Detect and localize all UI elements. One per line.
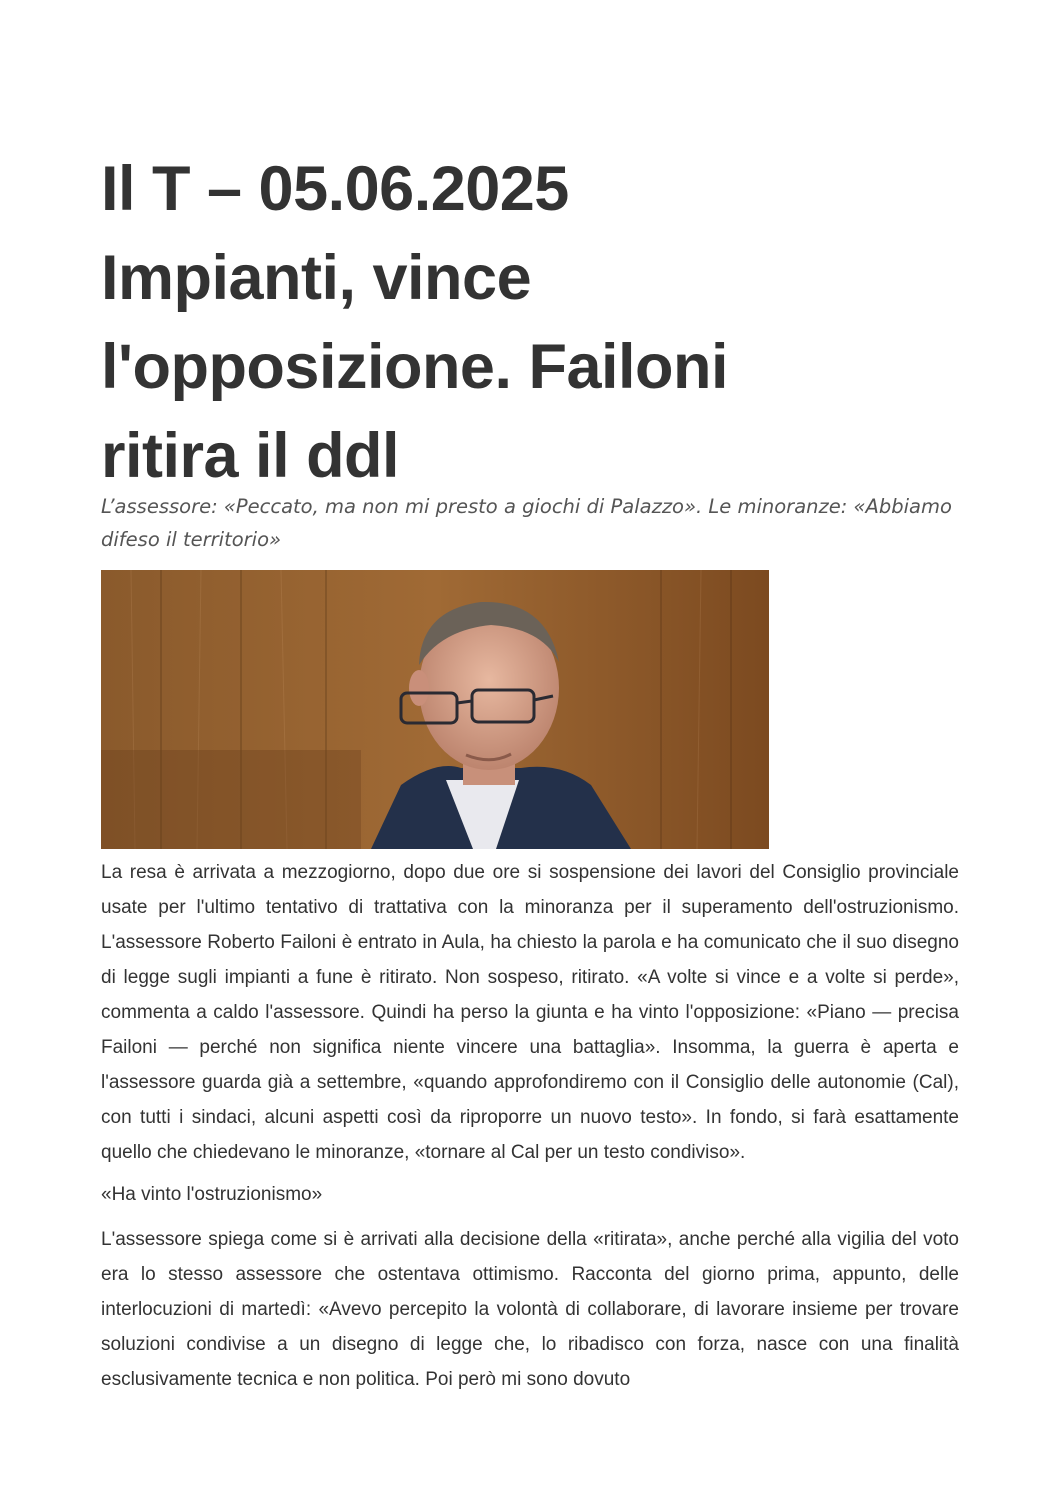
article-subtitle: L’assessore: «Peccato, ma non mi presto a giochi di Palazzo». Le minoranze: «Abbiamo difeso il territorio»: [101, 495, 952, 551]
article-photo: [101, 570, 769, 849]
body-paragraph: L'assessore spiega come si è arrivati alla decisione della «ritirata», anche perché alla vigilia del voto era lo stesso assessore che ostentava ottimismo. Racconta del giorno prima, appunto, delle interlocuzioni di martedì: «Avevo percepito la volontà di collaborare, di lavorare insieme per trovare soluzioni condivise a un disegno di legge che, lo ribadisco con forza, nasce con una finalità esclusivamente tecnica e non politica. Poi però mi sono dovuto: [101, 1229, 959, 1390]
section-heading: «Ha vinto l'ostruzionismo»: [101, 1184, 323, 1205]
article-body: [101, 855, 959, 1397]
headline-line-3: l'opposizione. Failoni: [101, 332, 728, 402]
headline-line-4: ritira il ddl: [101, 421, 400, 491]
headline-line-2: Impianti, vince: [101, 243, 532, 313]
headline-line-date: Il T – 05.06.2025: [101, 154, 569, 224]
body-paragraph: La resa è arrivata a mezzogiorno, dopo due ore si sospensione dei lavori del Consiglio provinciale usate per l'ultimo tentativo di trattativa con la minoranza per il superamento dell'ostruzionismo. L'assessore Roberto Failoni è entrato in Aula, ha chiesto la parola e ha comunicato che il suo disegno di legge sugli impianti a fune è ritirato. Non sospeso, ritirato. «A volte si vince e a volte si perde», commenta a caldo l'assessore. Quindi ha perso la giunta e ha vinto l'opposizione: «Piano — precisa Failoni — perché non significa niente vincere una battaglia». Insomma, la guerra è aperta e l'assessore guarda già a settembre, «quando approfondiremo con il Consiglio delle autonomie (Cal), con tutti i sindaci, alcuni aspetti così da riproporre un nuovo testo». In fondo, si farà esattamente quello che chiedevano le minoranze, «tornare al Cal per un testo condiviso».: [101, 862, 959, 1163]
article-headline: [101, 145, 961, 501]
